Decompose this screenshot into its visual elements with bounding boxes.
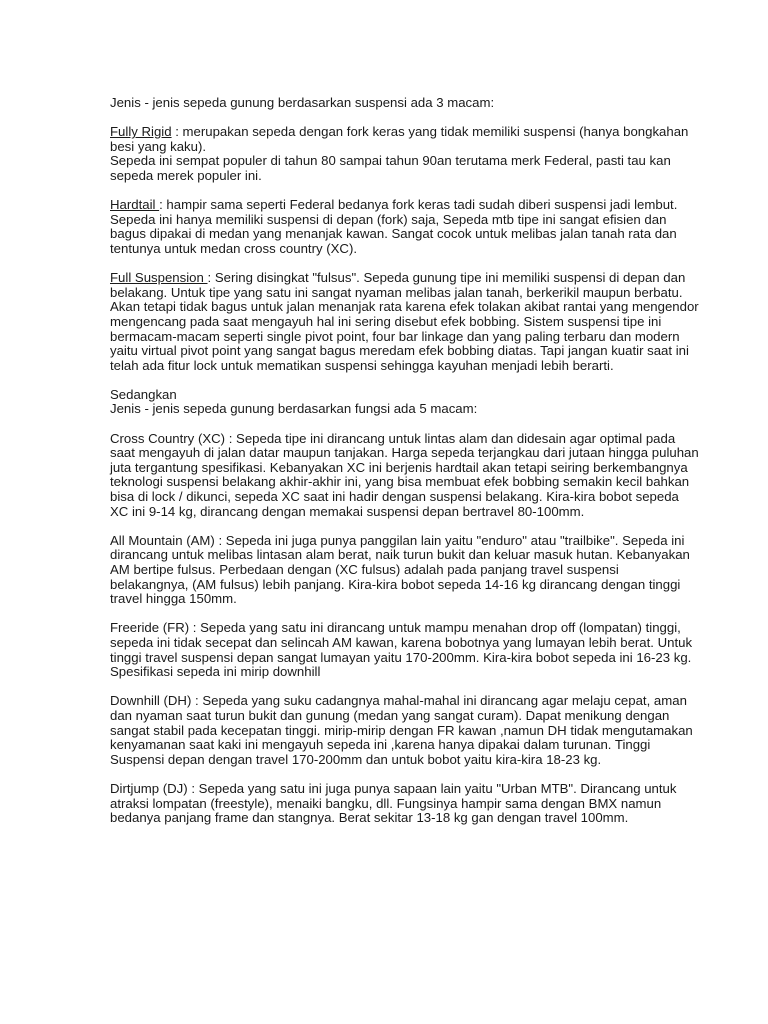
all-mountain-paragraph: All Mountain (AM) : Sepeda ini juga punya panggilan lain yaitu "enduro" atau "trailbike". Sepeda ini dirancang untuk melibas lintasan alam berat, naik turun bukit dan keluar masuk hutan. Kebanyakan AM bertipe fulsus. Perbedaan dengan (XC fulsus) adalah pada panjang travel suspensi belakangnya, (AM fulsus) lebih panjang. Kira-kira bobot sepeda 14-16 kg dirancang dengan tinggi travel hingga 150mm.: [110, 532, 690, 607]
freeride-paragraph: Freeride (FR) : Sepeda yang satu ini dirancang untuk mampu menahan drop off (lompatan) tinggi, sepeda ini tidak secepat dan selincah AM kawan, karena bobotnya yang lumayan lebih berat. Untuk tinggi travel suspensi depan sangat lumayan yaitu 170-200mm. Kira-kira bobot sepeda ini 16-23 kg. Spesifikasi sepeda ini mirip downhill: [110, 620, 693, 680]
hardtail-paragraph: [110, 198, 700, 256]
full-suspension-text: : Sering disingkat "fulsus". Sepeda gunung tipe ini memiliki suspensi di depan dan belakang. Untuk tipe yang satu ini sangat nyaman melibas jalan tanah, berkerikil maupun berbatu. Akan tetapi tidak bagus untuk jalan menanjak rata karena efek tolakan akibat rantai yang mengendor mengencang pada saat mengayuh hal ini sering disebut efek bobbing. Sistem suspensi tipe ini bermacam-macam seperti single pivot point, four bar linkage dan yang paling terbaru dan modern yaitu virtual pivot point yang sangat bagus meredam efek bobbing diatas. Tapi jangan kuatir saat ini telah ada fitur lock untuk mematikan suspensi sehingga kayuhan menjadi lebih berarti.: [110, 270, 699, 373]
downhill-paragraph: Downhill (DH) : Sepeda yang suku cadangnya mahal-mahal ini dirancang agar melaju cepat, aman dan nyaman saat turun bukit dan gunung (medan yang sangat curam). Dapat menikung dengan sangat stabil pada kecepatan tinggi. mirip-mirip dengan FR kawan ,namun DH tidak mengutamakan kenyamanan saat kaki ini mengayuh sepeda ini ,karena hanya dipakai dalam turunan. Tinggi Suspensi depan dengan travel 170-200mm dan untuk bobot yaitu kira-kira 18-23 kg.: [110, 693, 693, 767]
sedangkan-line: Sedangkan: [110, 386, 177, 402]
fungsi-intro-paragraph: [110, 388, 700, 417]
full-suspension-term: Full Suspension: [110, 270, 208, 286]
dirtjump-paragraph: Dirtjump (DJ) : Sepeda yang satu ini juga punya sapaan lain yaitu "Urban MTB". Dirancang untuk atraksi lompatan (freestyle), menaiki bangku, dll. Fungsinya hampir sama dengan BMX namun bedanya panjang frame dan stangnya. Berat sekitar 13-18 kg gan dengan travel 100mm.: [110, 780, 677, 826]
hardtail-text: : hampir sama seperti Federal bedanya fork keras tadi sudah diberi suspensi jadi lembut. Sepeda ini hanya memiliki suspensi di depan (fork) saja, Sepeda mtb tipe ini sangat efisien dan bagus dipakai di medan yang menanjak kawan. Sangat cocok untuk melibas jalan tanah rata dan tentunya untuk medan cross country (XC).: [110, 197, 678, 256]
fully-rigid-text: : merupakan sepeda dengan fork keras yang tidak memiliki suspensi (hanya bongkahan besi yang kaku).: [110, 124, 689, 154]
fully-rigid-paragraph: [110, 125, 700, 183]
fully-rigid-term: Fully Rigid: [110, 124, 172, 140]
document-page: [110, 96, 700, 840]
intro-suspensi-paragraph: Jenis - jenis sepeda gunung berdasarkan suspensi ada 3 macam:: [110, 95, 495, 110]
hardtail-term: Hardtail: [110, 197, 160, 213]
fully-rigid-text-2: Sepeda ini sempat populer di tahun 80 sampai tahun 90an terutama merk Federal, pasti tau kan sepeda merek populer ini.: [110, 153, 671, 183]
cross-country-paragraph: Cross Country (XC) : Sepeda tipe ini dirancang untuk lintas alam dan didesain agar optimal pada saat mengayuh di jalan datar maupun tanjakan. Harga sepeda terjangkau dari jutaan hingga puluhan juta tergantung spesifikasi. Kebanyakan XC ini berjenis hardtail akan tetapi seiring berkembangnya teknologi suspensi belakang akhir-akhir ini, yang bisa membuat efek bobbing semakin kecil bahkan bisa di lock / dikunci, sepeda XC saat ini hadir dengan suspensi belakang. Kira-kira bobot sepeda XC ini 9-14 kg, dirancang dengan memakai suspensi depan bertravel 80-100mm.: [110, 430, 699, 519]
intro-fungsi-line: Jenis - jenis sepeda gunung berdasarkan fungsi ada 5 macam:: [110, 401, 478, 417]
full-suspension-paragraph: [110, 271, 700, 373]
